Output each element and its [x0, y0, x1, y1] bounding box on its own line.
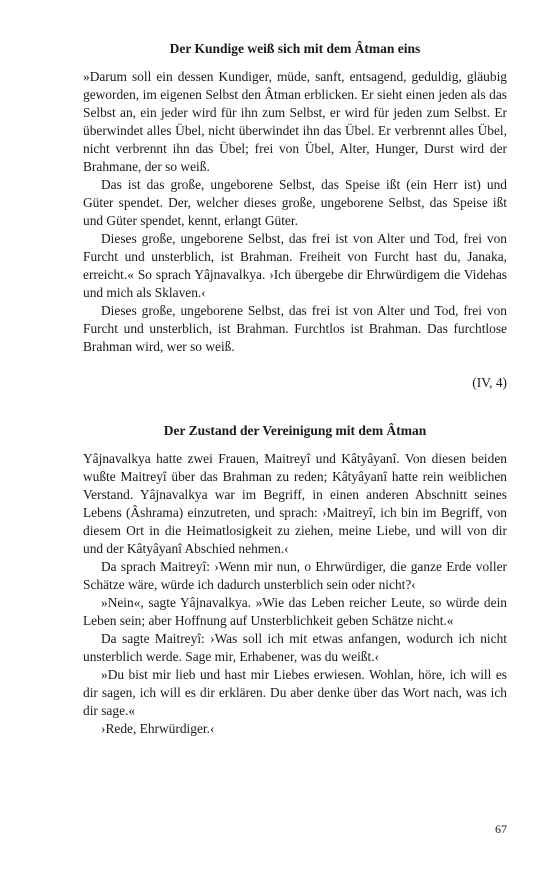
paragraph-2-6: ›Rede, Ehrwürdiger.‹	[101, 721, 215, 736]
paragraph-2-5: »Du bist mir lieb und hast mir Liebes erwiesen. Wohlan, höre, ich will es dir sagen, ich will es dir erklären. Du aber denke über das Wort nach, was ich dir sage.«	[83, 667, 507, 718]
section-reference: (IV, 4)	[472, 375, 507, 390]
section-title-1: Der Kundige weiß sich mit dem Âtman eins	[169, 41, 421, 56]
paragraph-2-3: »Nein«, sagte Yâjnavalkya. »Wie das Leben reicher Leute, so würde dein Leben sein; aber Hoffnung auf Unsterblichkeit geben Schätze nicht.«	[83, 595, 507, 628]
section-title-2: Der Zustand der Vereinigung mit dem Âtman	[163, 423, 427, 438]
paragraph-1-1: »Darum soll ein dessen Kundiger, müde, sanft, entsagend, geduldig, gläubig geworden, im eigenen Selbst den Âtman erblicken. Er sieht einen jeden als das Selbst an, ein jeder wird für ihn zum Selbst, er wird für jeden zum Selbst. Er überwindet alles Übel, nicht überwindet ihn das Übel. Er verbrennt alles Übel, nicht verbrennt ihn das Übel; frei von Übel, Alter, Hunger, Durst wird der Brahmane, der so weiß.	[83, 69, 507, 174]
paragraph-2-1: Yâjnavalkya hatte zwei Frauen, Maitreyî und Kâtyâyanî. Von diesen beiden wußte Maitreyî über das Brahman zu reden; Kâtyâyanî hatte rein weiblichen Verstand. Yâjnavalkya war im Begriff, in einen anderen Abschnitt seines Lebens (Âshrama) einzutreten, und sprach: ›Maitreyî, ich bin im Begriff, von diesem Ort in die Heimatlosigkeit zu ziehen, meine Liebe, und will von dir und der Kâtyâyanî Abschied nehmen.‹	[83, 451, 507, 556]
paragraph-2-2: Da sprach Maitreyî: ›Wenn mir nun, o Ehrwürdiger, die ganze Erde voller Schätze wäre, würde ich dadurch unsterblich sein oder nicht?‹	[83, 559, 507, 592]
paragraph-1-2: Das ist das große, ungeborene Selbst, das Speise ißt (ein Herr ist) und Güter spendet. Der, welcher dieses große, ungeborene Selbst, das Speise ißt und Güter spendet, kennt, erlangt Güter.	[83, 177, 507, 228]
page-number: 67	[495, 822, 507, 836]
paragraph-2-4: Da sagte Maitreyî: ›Was soll ich mit etwas anfangen, wodurch ich nicht unsterblich werde. Sage mir, Erhabener, was du weißt.‹	[83, 631, 507, 664]
page-content	[83, 40, 507, 738]
paragraph-1-3: Dieses große, ungeborene Selbst, das frei ist von Alter und Tod, frei von Furcht und unsterblich, ist Brahman. Freiheit von Furcht hast du, Janaka, erreicht.« So sprach Yâjnavalkya. ›Ich übergebe dir Ehrwürdigem die Videhas und mich als Sklaven.‹	[83, 231, 507, 300]
paragraph-1-4: Dieses große, ungeborene Selbst, das frei ist von Alter und Tod, frei von Furcht und unsterblich, ist Brahman. Furchtlos ist Brahman. Das furchtlose Brahman wird, wer so weiß.	[83, 303, 507, 354]
